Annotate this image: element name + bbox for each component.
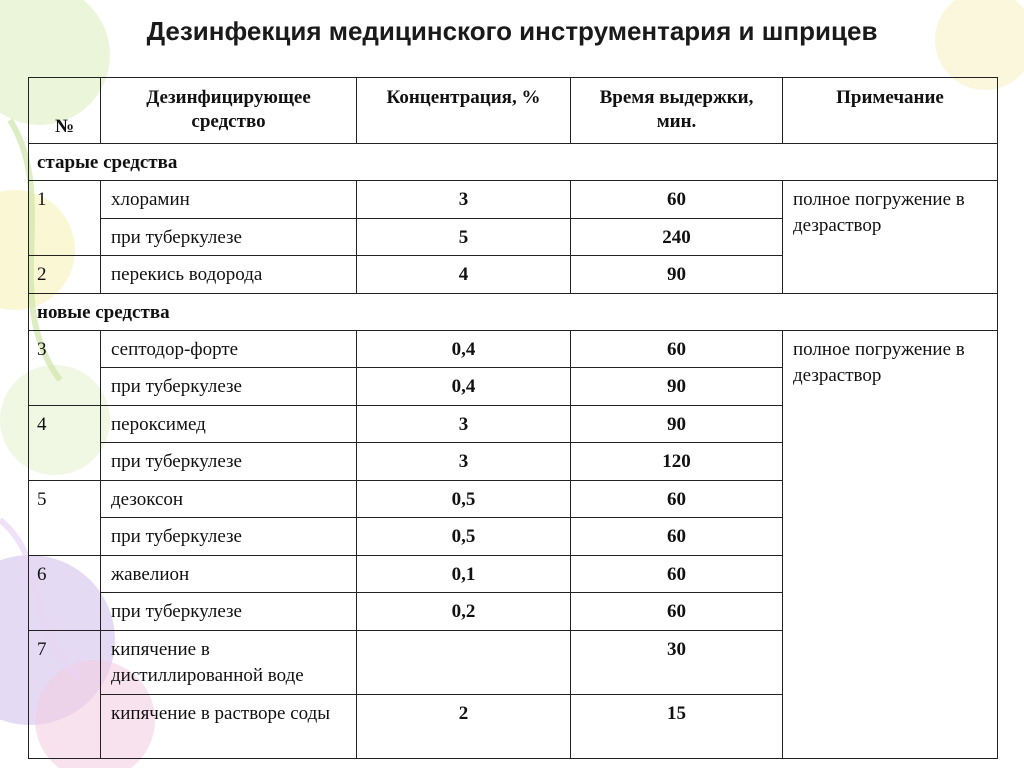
row-concentration: 0,1 xyxy=(357,555,571,593)
row-concentration: 0,5 xyxy=(357,518,571,556)
row-agent: при туберкулезе xyxy=(101,518,357,556)
header-agent: Дезинфицирующее средство xyxy=(101,78,357,144)
row-agent: хлорамин xyxy=(101,181,357,219)
row-agent: при туберкулезе xyxy=(101,443,357,481)
row-concentration: 5 xyxy=(357,218,571,256)
row-agent: при туберкулезе xyxy=(101,368,357,406)
table-header-row xyxy=(29,78,998,144)
row-concentration: 0,4 xyxy=(357,330,571,368)
row-agent: при туберкулезе xyxy=(101,593,357,631)
row-concentration: 3 xyxy=(357,181,571,219)
group-label-old: старые средства xyxy=(29,144,998,181)
row-time: 15 xyxy=(571,694,783,758)
row-concentration xyxy=(357,630,571,694)
row-concentration: 0,5 xyxy=(357,480,571,518)
disinfection-table xyxy=(28,77,998,759)
row-concentration: 3 xyxy=(357,443,571,481)
row-num: 5 xyxy=(29,480,101,555)
row-time: 60 xyxy=(571,330,783,368)
group-row-old xyxy=(29,144,998,181)
row-time: 240 xyxy=(571,218,783,256)
row-concentration: 0,2 xyxy=(357,593,571,631)
row-num: 3 xyxy=(29,330,101,405)
row-time: 60 xyxy=(571,555,783,593)
row-concentration: 3 xyxy=(357,405,571,443)
row-time: 90 xyxy=(571,368,783,406)
row-agent: жавелион xyxy=(101,555,357,593)
row-concentration: 2 xyxy=(357,694,571,758)
row-concentration: 0,4 xyxy=(357,368,571,406)
row-time: 60 xyxy=(571,181,783,219)
row-time: 90 xyxy=(571,405,783,443)
header-num: № xyxy=(29,78,101,144)
table-row xyxy=(29,181,998,219)
row-agent: при туберкулезе xyxy=(101,218,357,256)
row-time: 60 xyxy=(571,518,783,556)
header-time: Время выдержки, мин. xyxy=(571,78,783,144)
table-row xyxy=(29,330,998,368)
row-agent: кипячение в растворе соды xyxy=(101,694,357,758)
row-time: 60 xyxy=(571,480,783,518)
row-num: 1 xyxy=(29,181,101,256)
row-num: 6 xyxy=(29,555,101,630)
header-note: Примечание xyxy=(783,78,998,144)
row-time: 30 xyxy=(571,630,783,694)
header-concentration: Концентрация, % xyxy=(357,78,571,144)
row-agent: кипячение в дистиллированной воде xyxy=(101,630,357,694)
row-num: 2 xyxy=(29,256,101,294)
row-note-new: полное погружение в дезраствор xyxy=(783,330,998,758)
page-title: Дезинфекция медицинского инструментария и шприцев xyxy=(146,16,878,46)
row-agent: септодор-форте xyxy=(101,330,357,368)
group-label-new: новые средства xyxy=(29,293,998,330)
row-time: 90 xyxy=(571,256,783,294)
row-agent: перекись водорода xyxy=(101,256,357,294)
row-concentration: 4 xyxy=(357,256,571,294)
row-note-old: полное погружение в дезраствор xyxy=(783,181,998,294)
row-agent: дезоксон xyxy=(101,480,357,518)
row-time: 120 xyxy=(571,443,783,481)
row-num: 4 xyxy=(29,405,101,480)
row-agent: пероксимед xyxy=(101,405,357,443)
table-container xyxy=(28,77,997,759)
group-row-new xyxy=(29,293,998,330)
row-num: 7 xyxy=(29,630,101,758)
row-time: 60 xyxy=(571,593,783,631)
